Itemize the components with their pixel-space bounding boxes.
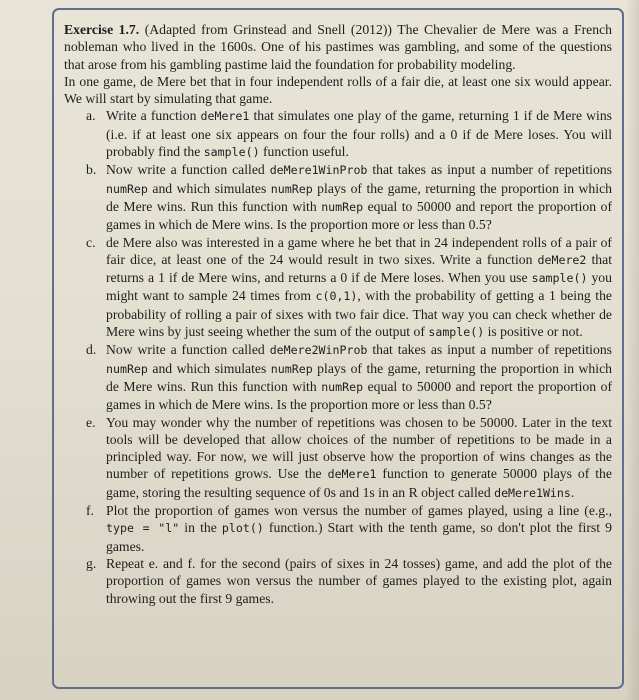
part-b	[64, 161, 612, 233]
part-c-code: deMere2	[537, 252, 587, 267]
part-c-text: is positive or not.	[484, 324, 583, 340]
exercise-title: Exercise 1.7.	[64, 22, 140, 37]
part-g	[64, 555, 612, 607]
part-c-code: c(0,1)	[315, 289, 358, 304]
part-b-text: Now write a function called	[106, 162, 270, 178]
exercise-setup: In one game, de Mere bet that in four independent rolls of a fair die, at least one six would appear. We will start by simulating that game.	[64, 73, 612, 107]
part-a	[64, 107, 612, 161]
part-d-code: numRep	[321, 379, 364, 394]
part-e-text: .	[570, 484, 575, 500]
part-d-code: numRep	[270, 361, 313, 376]
exercise-box	[52, 8, 624, 689]
part-c-code: sample()	[531, 271, 588, 286]
part-e-code: deMere1Wins	[494, 485, 571, 500]
part-d	[64, 341, 612, 413]
part-d-text: that takes as input a number of repetitions	[367, 342, 612, 358]
part-f-text: in the	[179, 520, 222, 536]
part-b-code: numRep	[106, 181, 148, 196]
part-e-text: function to generate 50000 plays of the game, storing the resulting sequence of 0s and 1s in an R object called	[106, 466, 612, 500]
part-g-marker: g.	[86, 555, 97, 571]
part-a-text: function useful.	[259, 144, 349, 160]
part-d-text: Now write a function called	[106, 342, 270, 358]
part-c-text: you might want to sample 24 times from	[106, 270, 612, 304]
part-e-marker: e.	[86, 414, 96, 430]
part-c-text: , with the probability of getting a 1 being the probability of rolling a pair of sixes with two fair dice. That way you can check whether de Mere wins by just seeing whether the sum of the output of	[106, 288, 612, 340]
part-d-code: numRep	[106, 361, 148, 376]
part-f-code: type = "l"	[106, 521, 180, 536]
part-d-text: equal to 50000 and report the proportion of games in which de Mere wins. Is the proportion more or less than 0.5?	[106, 378, 613, 413]
part-f	[64, 502, 612, 555]
part-g-text: Repeat e. and f. for the second (pairs of sixes in 24 tosses) game, and add the plot of the proportion of games won versus the number of games played to the existing plot, again throwing out the first 9 games.	[106, 555, 612, 606]
part-b-text: equal to 50000 and report the proportion of games in which de Mere wins. Is the proportion more or less than 0.5?	[106, 198, 613, 233]
part-d-code: deMere2WinProb	[269, 343, 368, 358]
part-b-code: deMere1WinProb	[269, 163, 368, 178]
part-b-code: numRep	[270, 181, 313, 196]
part-f-text: Plot the proportion of games won versus the number of games played, using a line (e.g.,	[106, 503, 612, 519]
exercise-intro	[64, 21, 612, 73]
part-d-text: plays of the game, returning the proportion in which de Mere wins. Run this function with	[106, 360, 612, 394]
part-a-code: sample()	[203, 145, 260, 160]
part-b-marker: b.	[86, 162, 97, 178]
photo-edge-shadow	[625, 0, 639, 700]
part-c-text: de Mere also was interested in a game where he bet that in 24 independent rolls of a pair of fair dice, at least one of the 24 would result in two sixes. Write a function	[106, 234, 612, 267]
part-e	[64, 414, 612, 502]
part-f-code: plot()	[221, 521, 264, 536]
part-f-marker: f.	[86, 503, 94, 519]
part-d-text: and which simulates	[147, 360, 271, 376]
part-e-text: You may wonder why the number of repetitions was chosen to be 50000. Later in the text tools will be developed that allow choices of the number of repetitions to be made in a principled way. For now, we will just observe how the proportion of wins changes as the number of repetitions grows. Use the	[106, 414, 612, 482]
part-b-code: numRep	[321, 199, 364, 214]
part-a-marker: a.	[86, 108, 96, 124]
part-c	[64, 234, 612, 342]
part-b-text: plays of the game, returning the proportion in which de Mere wins. Run this function with	[106, 180, 612, 214]
part-c-marker: c.	[86, 234, 96, 250]
intro-text: (Adapted from Grinstead and Snell (2012)) The Chevalier de Mere was a French nobleman who lived in the 1600s. One of his pastimes was gambling, and some of the questions that arose from his gambling pastime laid the foundation for probability modeling.	[64, 22, 612, 72]
part-e-code: deMere1	[327, 467, 377, 482]
part-d-marker: d.	[86, 342, 97, 358]
part-c-code: sample()	[428, 325, 485, 340]
part-a-text: Write a function	[106, 108, 201, 124]
part-a-text: that simulates one play of the game, returning 1 if de Mere wins (i.e. if at least one six appears on four the four rolls) and a 0 if de Mere loses. You will probably find the	[106, 108, 612, 160]
part-f-text: function.) Start with the tenth game, so don't plot the first 9 games.	[106, 520, 612, 554]
part-a-code: deMere1	[200, 109, 250, 124]
part-b-text: and which simulates	[147, 180, 271, 196]
part-c-text: that returns a 1 if de Mere wins, and returns a 0 if de Mere loses. When you use	[106, 251, 613, 286]
part-b-text: that takes as input a number of repetitions	[367, 162, 612, 178]
exercise-parts-list	[64, 107, 612, 606]
